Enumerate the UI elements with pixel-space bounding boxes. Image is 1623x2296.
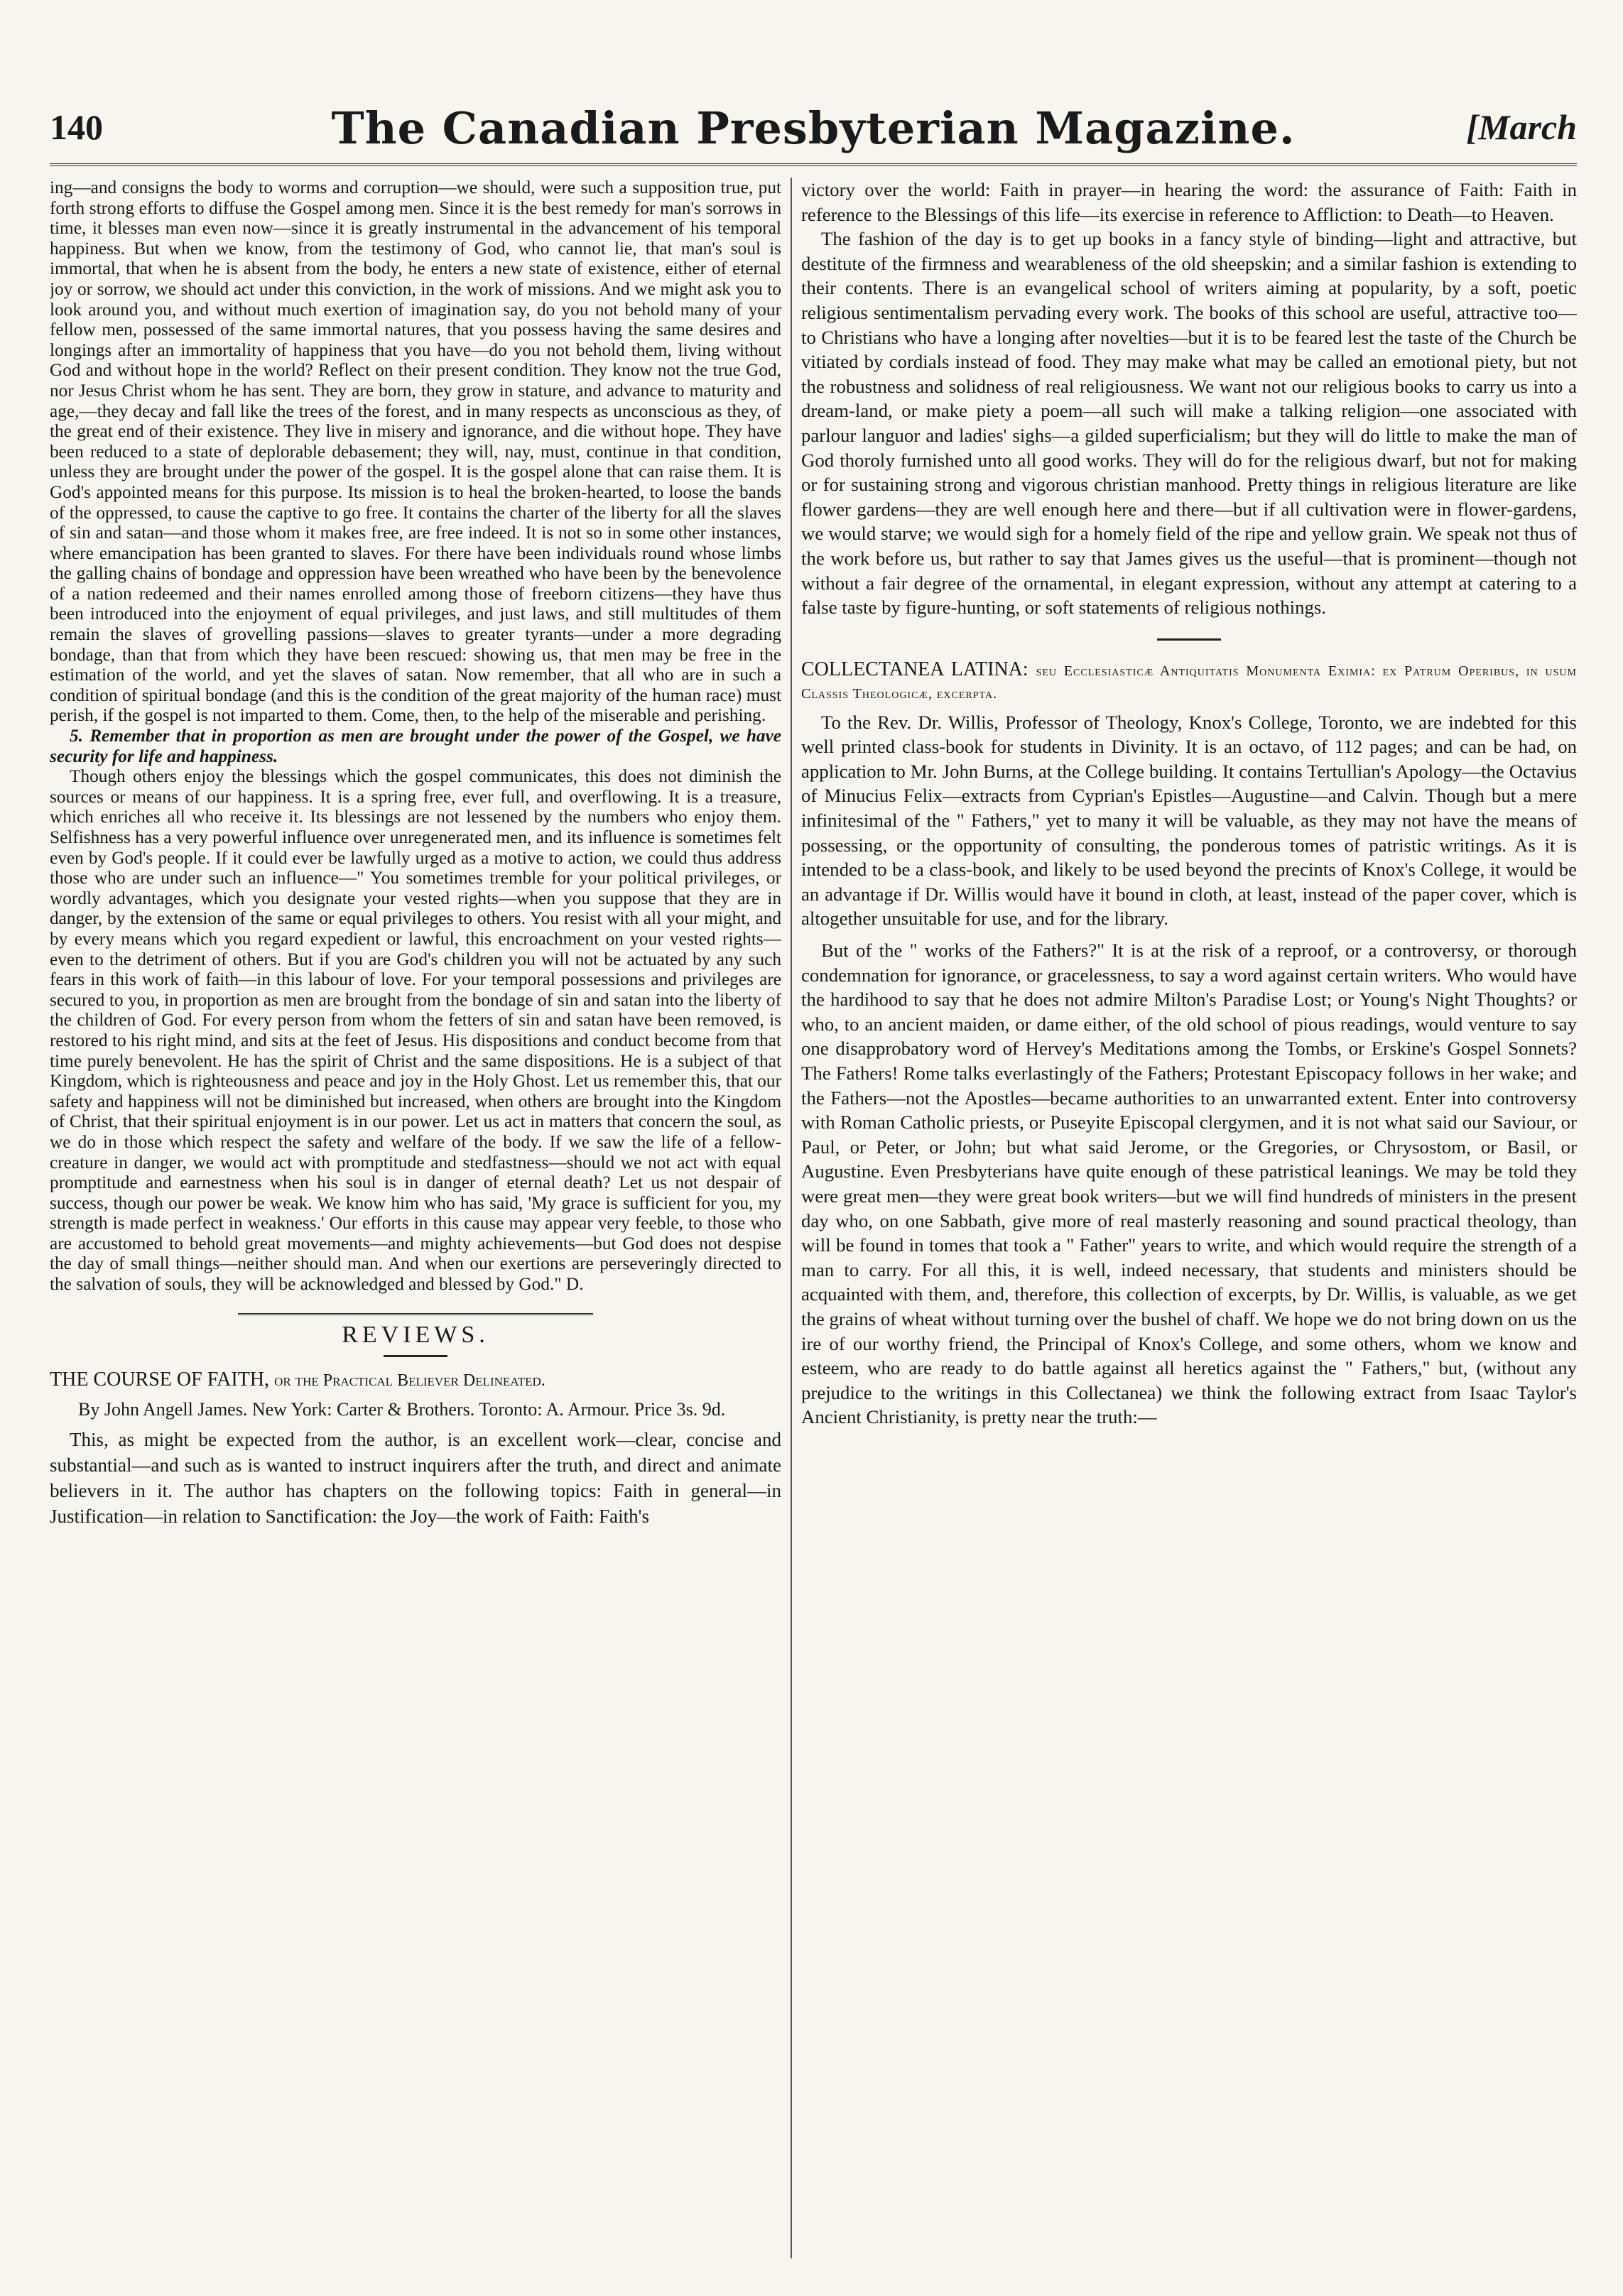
review-title bbox=[50, 1370, 781, 1391]
running-head: [March bbox=[1466, 107, 1577, 147]
latina-book-subtitle: seu Ecclesiasticæ Antiquitatis Monumenta Eximia: ex Patrum Operibus, in usum Classis Theologicæ, excerpta. bbox=[801, 663, 1577, 702]
paragraph: To the Rev. Dr. Willis, Professor of Theology, Knox's College, Toronto, we are indebted for this well printed class-book for students in Divinity. It is an octavo, of 112 pages; and can be had, on application to Mr. John Burns, at the College building. It contains Tertullian's Apology—the Octavius of Minucius Felix—extracts from Cyprian's Epistles—Augustine—and Calvin. Though but a mere infinitesimal of the " Fathers," yet to many it will be valuable, as they may not have the means of possessing, or the opportunity of consulting, the ponderous tomes of patristic writings. As it is intended to be a class-book, and likely to be used beyond the precints of Knox's College, it would be an advantage if Dr. Willis would have it bound in cloth, at least, instead of the paper cover, which is altogether unsuitable for use, and for the library. bbox=[801, 711, 1577, 930]
header-rule bbox=[50, 163, 1577, 166]
left-column bbox=[50, 178, 781, 2258]
paragraph: victory over the world: Faith in prayer—in hearing the word: the assurance of Faith: Faith in reference to the Blessings of this life—its exercise in reference to Affliction: to Death—to Heaven. bbox=[801, 179, 1577, 225]
latina-book-title: COLLECTANEA LATINA: bbox=[801, 658, 1028, 680]
section-divider bbox=[384, 1355, 447, 1357]
reviews-heading: REVIEWS. bbox=[342, 1321, 489, 1348]
right-column bbox=[801, 178, 1577, 2258]
section-divider bbox=[1157, 638, 1221, 641]
magazine-title: The Canadian Presbyterian Magazine. bbox=[331, 102, 1296, 154]
review-book-subtitle: or the Practical Believer Delineated. bbox=[274, 1371, 545, 1391]
review-byline: By John Angell James. New York: Carter & Brothers. Toronto: A. Armour. Price 3s. 9d. bbox=[78, 1398, 726, 1420]
review-body: This, as might be expected from the author, is an excellent work—clear, concise and substantial—and such as is wanted to instruct inquirers after the truth, and direct and animate believers in it. The author has chapters on the following topics: Faith in general—in Justification—in relation to Sanctification: the Joy—the work of Faith: Faith's bbox=[50, 1428, 781, 1527]
paragraph: Though others enjoy the blessings which the gospel communicates, this does not diminish the sources or means of our happiness. It is a spring free, ever full, and overflowing. It is a treasure, which enriches all who receive it. Its blessings are not lessened by the numbers who enjoy them. Selfishness has a very powerful influence over unregenerated men, and its influence is sometimes felt even by God's people. If it could ever be lawfully urged as a motive to action, we could thus address those who are under such an influence—" You sometimes tremble for your political privileges, or wordly advantages, which you designate your vested rights—when you suppose that they are in danger, by the extension of the same or equal privileges to others. You resist with all your might, and by every means which you regard expedient or lawful, this encroachment on your vested rights—even to the detriment of others. But if you are God's children you will not be actuated by any such fears in this work of faith—in this labour of love. For your temporal possessions and privileges are secured to you, in proportion as men are brought from the bondage of sin and satan into the liberty of the children of God. For every person from whom the fetters of sin and satan have been removed, is restored to his right mind, and sits at the feet of Jesus. His dispositions and conduct become from that time purely benevolent. He has the spirit of Christ and the same dispositions. He is a subject of that Kingdom, which is righteousness and peace and joy in the Holy Ghost. Let us remember this, that our safety and happiness will not be diminished but increased, when others are brought into the Kingdom of Christ, that their spiritual enjoyment is in our power. Let us act in matters that concern the soul, as we do in those which respect the safety and welfare of the body. If we saw the life of a fellow-creature in danger, we would act with promptitude and stedfastness—should we not act with equal promptitude and earnestness when his soul is in danger of eternal death? Let us not despair of success, though our power be weak. We know him who has said, 'My grace is sufficient for you, my strength is made perfect in weakness.' Our efforts in this cause may appear very feeble, to those who are accustomed to behold great movements—and mighty achievements—but God does not despise the day of small things—neither should man. And when our exertions are perseveringly directed to the salvation of souls, they will be acknowledged and blessed by God." D. bbox=[50, 766, 781, 1295]
paragraph: The fashion of the day is to get up books in a fancy style of binding—light and attractive, but destitute of the firmness and wearableness of the old sheepskin; and a similar fashion is extending to their contents. There is an evangelical school of writers aiming at popularity, by a soft, poetic religious sentimentalism pervading every work. The books of this school are useful, attractive too—to Christians who have a longing after novelties—but it is to be feared lest the taste of the Church be vitiated by cordials instead of food. They may make what may be called an emotional piety, but not the robustness and solidness of real religiousness. We want not our religious books to carry us into a dream-land, or make piety a poem—all such will make a talking religion—one associated with parlour languor and ladies' sighs—a gilded superficialism; but they will do little to make the man of God thoroly furnished unto all good works. They will do for the religious dwarf, but not for making or for sustaining strong and vigorous christian manhood. Pretty things in religious literature are like flower gardens—they are well enough here and there—but if all cultivation were in flower-gardens, we would starve; we would sigh for a homely field of the ripe and yellow grain. We speak not thus of the work before us, but rather to say that James gives us the useful—that is prominent—though not without a fair degree of the ornamental, in elegant expression, without any attempt at catering to a false taste by figure-hunting, or soft statements of religious nothings. bbox=[801, 228, 1577, 619]
paragraph: ing—and consigns the body to worms and corruption—we should, were such a supposition true, put forth strong efforts to diffuse the Gospel among men. Since it is the best remedy for man's sorrows in time, it blesses man even now—since it is greatly instrumental in the advancement of his temporal happiness. But when we know, from the testimony of God, who cannot lie, that man's soul is immortal, that when he is absent from the body, he enters a new state of existence, either of eternal joy or sorrow, we should act under this conviction, in the work of missions. And we might ask you to look around you, and without much exertion of imagination say, do you not behold many of your fellow men, possessed of the same immortal natures, that you possess having the same desires and longings after an immortality of happiness that you have—do you not behold them, living without God and without hope in the world? Reflect on their present condition. They know not the true God, nor Jesus Christ whom he has sent. They are born, they grow in stature, and advance to maturity and age,—they decay and fall like the trees of the forest, and in many respects as unconscious as they, of the great end of their existence. They live in misery and ignorance, and die without hope. They have been reduced to a state of deplorable debasement; they will, nay, must, continue in that condition, unless they are brought under the power of the gospel. It is the gospel alone that can raise them. It is God's appointed means for this purpose. Its mission is to heal the broken-hearted, to loose the bands of the oppressed, to cause the captive to go free. It contains the charter of the liberty for all the slaves of sin and satan—and those whom it makes free, are free indeed. It is not so in some other instances, where emancipation has been granted to slaves. For there have been individuals round whose limbs the galling chains of bondage and oppression have been wreathed who have been by the benevolence of a nation redeemed and their names enrolled among those of freeborn citizens—they have thus been introduced into the enjoyment of equal privileges, and just laws, and still multitudes of them remain the slaves of grovelling passions—slaves to greater tyrants—under a more degrading bondage, than that from which they have been rescued: showing us, that men may be free in the estimation of the world, and yet the slaves of satan. Now remember, that all who are in such a condition of spiritual bondage (and this is the condition of the great majority of the human race) must perish, if the gospel is not imparted to them. Come, then, to the help of the miserable and perishing. bbox=[50, 178, 781, 726]
review-book-title: THE COURSE OF FAITH, bbox=[50, 1369, 270, 1391]
page-header bbox=[50, 102, 1577, 163]
paragraph: But of the " works of the Fathers?" It is at the risk of a reproof, or a controversy, or thorough condemnation for ignorance, or gracelessness, to say a word against certain writers. Who would have the hardihood to say that he does not admire Milton's Paradise Lost; or Young's Night Thoughts? or who, to an ancient maiden, or dame either, of the old school of pious readings, would venture to say one disapprobatory word of Hervey's Meditations among the Tombs, or Erskine's Gospel Sonnets? The Fathers! Rome talks everlastingly of the Fathers; Protestant Episcopacy follows in her wake; and the Fathers—not the Apostles—became authorities to an unwarranted extent. Enter into controversy with Roman Catholic priests, or Puseyite Episcopal clergymen, and it is not what said our Saviour, or Paul, or Peter, or John; but what said Jerome, or the Gregories, or Chrysostom, or Basil, or Augustine. Even Presbyterians have quite enough of these patristical leanings. We may be told they were great men—they were great book writers—but we will find hundreds of ministers in the present day who, on one Sabbath, give more of real masterly reasoning and sound practical theology, than will be found in tomes that took a " Father" years to write, and which would require the strength of a man to carry. For all this, it is well, indeed necessary, that students and ministers should be acquainted with them, and, therefore, this collection of excerpts, by Dr. Willis, is valuable, as we get the grains of wheat without turning over the bushel of chaff. We hope we do not bring down on us the ire of our worthy friend, the Principal of Knox's College, and some others, whom we know and esteem, who are ready to do battle against all heretics against the " Fathers," but, (without any prejudice to the writings in this Collectanea) we think the following extract from Isaac Taylor's Ancient Christianity, is pretty near the truth:— bbox=[801, 940, 1577, 1428]
numbered-heading: 5. Remember that in proportion as men are brought under the power of the Gospel, we have security for life and happiness. bbox=[50, 726, 781, 766]
section-divider bbox=[238, 1313, 593, 1315]
page-number: 140 bbox=[50, 107, 103, 147]
latina-title bbox=[801, 659, 1577, 704]
column-divider bbox=[791, 178, 792, 2258]
